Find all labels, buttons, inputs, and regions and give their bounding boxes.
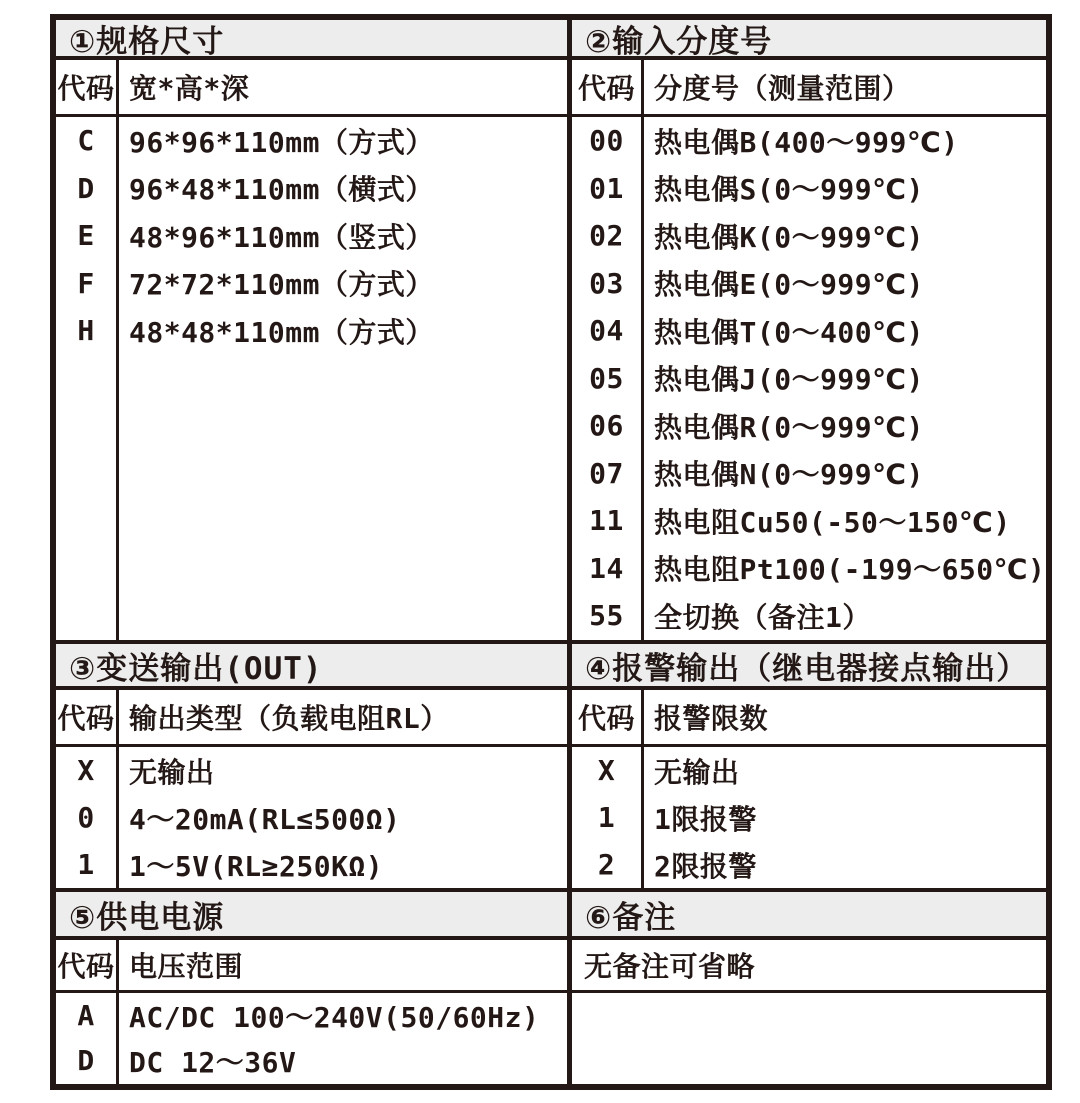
section-3-column-headers: [56, 690, 567, 747]
desc-cell: AC/DC 100～240V(50/60Hz): [129, 1000, 540, 1034]
section-1-desc-header: 宽*高*深: [129, 72, 250, 105]
code-cell: 05: [589, 361, 624, 395]
desc-cell: 4～20mA(RL≤500Ω): [129, 802, 401, 836]
code-cell: E: [77, 219, 95, 253]
code-cell: 01: [589, 171, 624, 205]
section-3-rows: [56, 747, 567, 888]
desc-cell: 热电阻Cu50(-50～150℃): [654, 505, 1011, 539]
section-5-title: ⑤供电电源: [69, 899, 225, 936]
section-3-code-header: 代码: [57, 702, 115, 735]
right-column: [567, 20, 1046, 1084]
desc-cell: 热电偶E(0～999℃): [654, 268, 924, 302]
desc-cell: 全切换（备注1）: [654, 600, 871, 634]
section-3-header: [56, 640, 567, 690]
section-2-code-header: 代码: [577, 72, 635, 105]
desc-cell: 热电偶S(0～999℃): [654, 173, 924, 207]
code-cell: 11: [589, 504, 624, 538]
code-cell: 06: [589, 409, 624, 443]
desc-cell: 96*96*110mm（方式）: [129, 125, 434, 159]
section-2-desc-header: 分度号（测量范围）: [654, 72, 911, 105]
section-5-code-header: 代码: [57, 950, 115, 983]
desc-cell: 热电偶T(0～400℃): [654, 315, 924, 349]
section-4-desc-header: 报警限数: [654, 702, 769, 735]
desc-cell: 72*72*110mm（方式）: [129, 268, 434, 302]
section-1-header: [56, 20, 567, 60]
section-6-note: 无备注可省略: [584, 950, 756, 983]
code-cell: 04: [589, 314, 624, 348]
section-5-desc-header: 电压范围: [129, 950, 244, 983]
left-column: [56, 20, 567, 1084]
section-2-title: ②输入分度号: [585, 23, 773, 60]
section-6-header: [572, 888, 1046, 940]
code-cell: 1: [77, 848, 95, 881]
code-cell: 07: [589, 456, 624, 490]
code-cell: C: [77, 124, 95, 158]
code-cell: F: [77, 266, 95, 300]
section-6-note-row: [572, 940, 1046, 993]
desc-cell: 1～5V(RL≥250KΩ): [129, 849, 384, 883]
desc-cell: 热电阻Pt100(-199～650℃): [654, 553, 1046, 587]
section-5-column-headers: [56, 940, 567, 993]
section-2-header: [572, 20, 1046, 60]
code-cell: 14: [589, 551, 624, 585]
desc-cell: 热电偶B(400～999℃): [654, 125, 959, 159]
code-cell: X: [597, 754, 616, 787]
code-cell: 0: [77, 801, 95, 834]
code-cell: D: [77, 1044, 95, 1077]
code-cell: 55: [589, 599, 624, 633]
section-4-rows: [572, 747, 1046, 888]
ordering-code-table: [50, 14, 1052, 1090]
section-4-header: [572, 640, 1046, 690]
section-1-title: ①规格尺寸: [69, 23, 225, 60]
code-cell: 02: [589, 219, 624, 253]
desc-cell: 1限报警: [654, 802, 757, 836]
desc-cell: 无输出: [654, 755, 740, 789]
code-cell: 2: [597, 848, 616, 881]
code-cell: A: [77, 999, 95, 1032]
section-4-column-headers: [572, 690, 1046, 747]
code-cell: 00: [589, 124, 624, 158]
section-1-code-header: 代码: [57, 72, 115, 105]
section-2-column-headers: [572, 60, 1046, 117]
section-2-rows: [572, 117, 1046, 640]
section-5-header: [56, 888, 567, 940]
section-4-code-header: 代码: [577, 702, 635, 735]
section-6-title: ⑥备注: [585, 899, 677, 936]
section-1-rows: [56, 117, 567, 640]
desc-cell: 无输出: [129, 755, 215, 789]
section-1-column-headers: [56, 60, 567, 117]
section-6-empty-cell: [572, 993, 1046, 1084]
desc-cell: DC 12～36V: [129, 1045, 297, 1079]
code-cell: H: [77, 314, 95, 348]
code-cell: D: [77, 171, 95, 205]
desc-cell: 热电偶R(0～999℃): [654, 410, 924, 444]
code-cell: 1: [597, 801, 616, 834]
desc-cell: 96*48*110mm（横式）: [129, 173, 434, 207]
desc-cell: 2限报警: [654, 849, 757, 883]
section-5-rows: [56, 993, 567, 1084]
desc-cell: 48*96*110mm（竖式）: [129, 220, 434, 254]
desc-cell: 热电偶N(0～999℃): [654, 458, 924, 492]
section-3-desc-header: 输出类型（负载电阻RL）: [129, 702, 449, 735]
code-cell: 03: [589, 266, 624, 300]
code-cell: X: [77, 754, 95, 787]
desc-cell: 热电偶J(0～999℃): [654, 363, 924, 397]
desc-cell: 48*48*110mm（方式）: [129, 315, 434, 349]
desc-cell: 热电偶K(0～999℃): [654, 220, 924, 254]
section-3-title: ③变送输出(OUT): [69, 650, 323, 687]
section-4-title: ④报警输出（继电器接点输出）: [585, 650, 1029, 687]
